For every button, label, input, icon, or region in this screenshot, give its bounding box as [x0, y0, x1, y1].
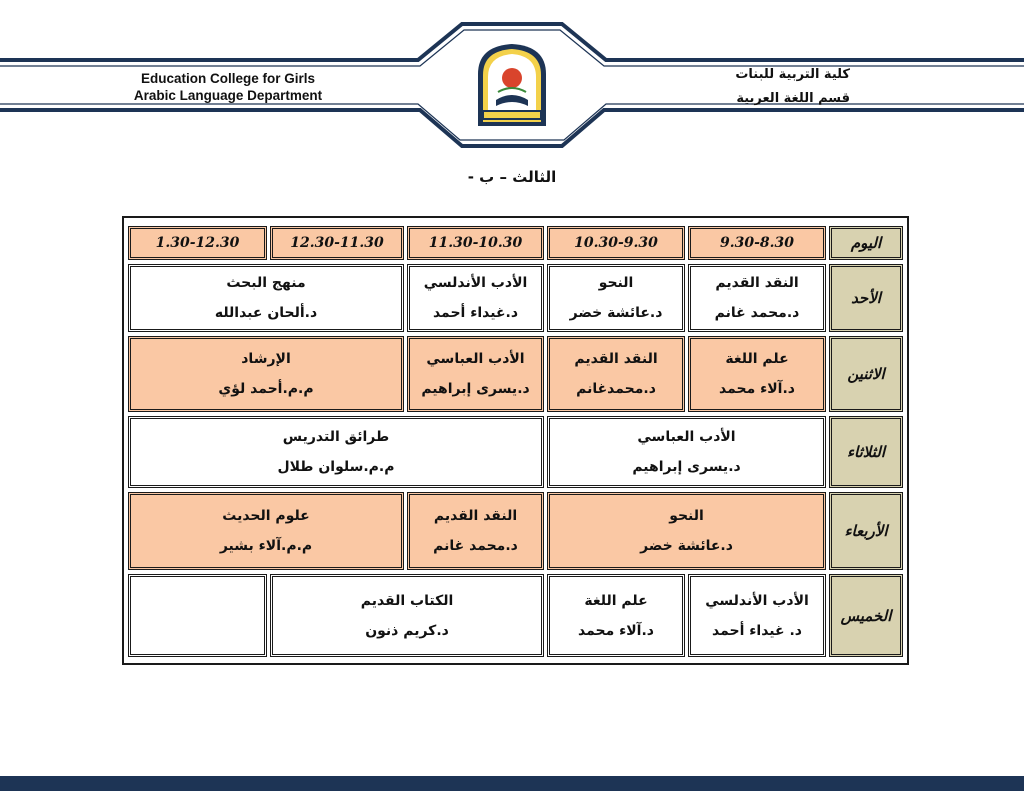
day-cell-thursday — [829, 574, 903, 657]
day-label: الخميس — [840, 606, 892, 625]
class-cell — [128, 416, 544, 488]
teacher-name: د.آلاء محمد — [719, 381, 795, 397]
subject-name: علم اللغة — [725, 351, 789, 367]
class-cell — [270, 574, 544, 657]
teacher-name: د.عائشة خضر — [569, 305, 663, 321]
subject-name: الأدب العباسي — [426, 351, 525, 367]
slot-label: 12.30-11.30 — [290, 235, 384, 251]
header-slot-2 — [547, 226, 685, 260]
class-cell — [407, 492, 544, 570]
subject-name: منهج البحث — [226, 275, 306, 291]
footer-bar — [0, 776, 1024, 791]
class-cell — [547, 492, 826, 570]
department-name-ar-line: قسم اللغة العربية — [736, 91, 850, 106]
class-cell — [128, 264, 404, 332]
subject-name: الأدب الأندلسي — [705, 592, 809, 609]
header-slot-4 — [270, 226, 404, 260]
college-name-arabic — [700, 63, 850, 111]
teacher-name: م.م.سلوان طلال — [277, 459, 395, 475]
class-cell — [128, 492, 404, 570]
teacher-name: د.يسرى إبراهيم — [632, 459, 741, 475]
slot-label: 9.30-8.30 — [720, 235, 795, 251]
day-label: الثلاثاء — [847, 443, 886, 461]
class-cell — [547, 574, 685, 657]
day-cell-tuesday — [829, 416, 903, 488]
teacher-name: د.محمدغانم — [576, 381, 656, 397]
teacher-name: د.غيداء أحمد — [432, 305, 519, 321]
day-label: الاثنين — [847, 365, 885, 383]
schedule-table — [122, 216, 909, 665]
day-cell-wednesday — [829, 492, 903, 570]
class-cell — [547, 336, 685, 412]
teacher-name: د.ألحان عبدالله — [214, 305, 318, 321]
college-name-ar-line: كلية التربية للبنات — [735, 67, 850, 82]
teacher-name: د.محمد غانم — [714, 305, 800, 321]
class-cell — [128, 336, 404, 412]
department-name-en-line: Arabic Language Department — [133, 88, 323, 103]
college-name-en-line: Education College for Girls — [140, 71, 316, 86]
class-section-title: الثالث – ب - — [467, 168, 557, 186]
teacher-name: د.عائشة خضر — [640, 538, 733, 554]
header-slot-5 — [128, 226, 267, 260]
class-cell — [547, 416, 826, 488]
subject-name: النحو — [669, 508, 704, 524]
subject-name: النقد القديم — [433, 508, 518, 524]
subject-name: علوم الحديث — [222, 508, 310, 524]
teacher-name: د.آلاء محمد — [578, 622, 654, 639]
class-cell — [688, 574, 826, 657]
slot-label: 10.30-9.30 — [574, 235, 658, 251]
subject-name: الكتاب القديم — [360, 592, 454, 609]
subject-name: الأدب الأندلسي — [423, 275, 528, 291]
subject-name: الإرشاد — [241, 351, 291, 367]
day-cell-sunday — [829, 264, 903, 332]
slot-label: 1.30-12.30 — [155, 235, 240, 251]
class-cell — [407, 264, 544, 332]
header-day-label: اليوم — [850, 234, 882, 252]
class-cell — [688, 264, 826, 332]
header-day-cell — [829, 226, 903, 260]
teacher-name: م.م.أحمد لؤي — [218, 381, 314, 397]
subject-name: النحو — [598, 275, 634, 291]
subject-name: علم اللغة — [584, 592, 648, 609]
header-slot-1 — [688, 226, 826, 260]
empty-cell — [128, 574, 267, 657]
teacher-name: د. غيداء أحمد — [712, 622, 802, 639]
class-cell — [407, 336, 544, 412]
slot-label: 11.30-10.30 — [428, 235, 523, 251]
subject-name: النقد القديم — [574, 351, 658, 367]
teacher-name: د.محمد غانم — [433, 538, 518, 554]
class-cell — [688, 336, 826, 412]
teacher-name: د.يسرى إبراهيم — [421, 381, 530, 397]
subject-name: النقد القديم — [715, 275, 799, 291]
college-name-english — [108, 70, 348, 104]
day-label: الأحد — [851, 289, 881, 307]
subject-name: الأدب العباسي — [637, 429, 736, 445]
teacher-name: د.كريم ذنون — [365, 622, 449, 639]
subject-name: طرائق التدريس — [282, 429, 390, 445]
day-label: الأربعاء — [844, 522, 888, 540]
college-logo-icon — [472, 40, 552, 132]
class-cell — [547, 264, 685, 332]
teacher-name: م.م.آلاء بشير — [219, 538, 313, 554]
header-slot-3 — [407, 226, 544, 260]
day-cell-monday — [829, 336, 903, 412]
